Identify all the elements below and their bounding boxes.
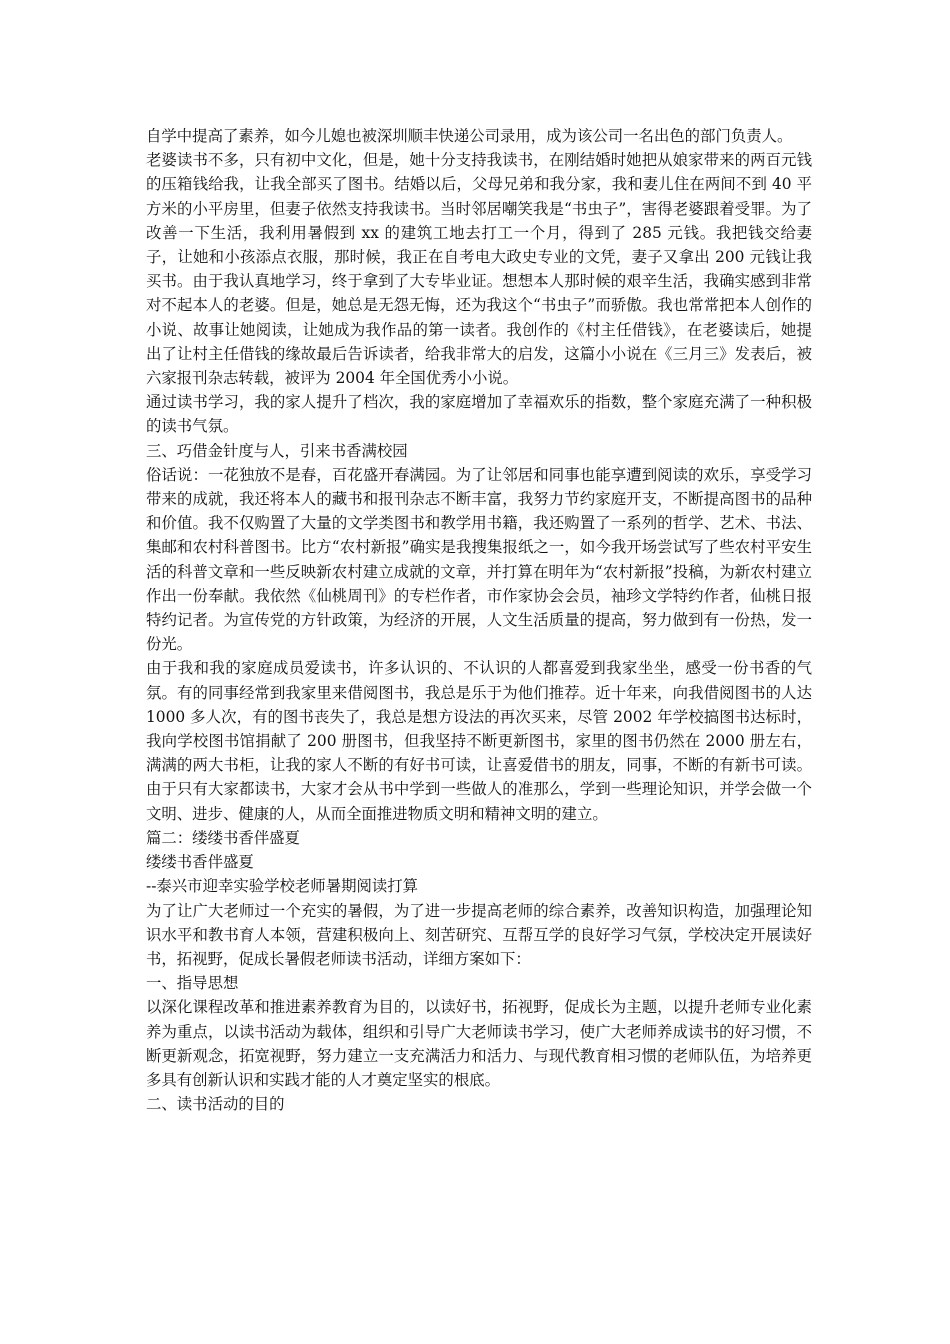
paragraph: 俗话说：一花独放不是春，百花盛开春满园。为了让邻居和同事也能享遭到阅读的欢乐，享受学习带来的成就，我还将本人的藏书和报刊杂志不断丰富，我努力节约家庭开支，不断提高图书的品种和价值。我不仅购置了大量的文学类图书和教学用书籍，我还购置了一系列的哲学、艺术、书法、集邮和农村科普图书。比方“农村新报”确实是我搜集报纸之一，如今我开场尝试写了些农村平安生活的科普文章和一些反映新农村建立成就的文章，并打算在明年为“农村新报”投稿，为新农村建立作出一份奉献。我依然《仙桃周刊》的专栏作者，市作家协会会员，袖珍文学特约作者，仙桃日报特约记者。为宣传党的方针政策，为经济的开展，人文生活质量的提高，努力做到有一份热，发一份光。 (146, 465, 812, 654)
article-title: 缕缕书香伴盛夏 (146, 853, 254, 872)
paragraph: 以深化课程改革和推进素养教育为目的，以读好书，拓视野，促成长为主题，以提升老师专业化素养为重点，以读书活动为载体，组织和引导广大老师读书学习，使广大老师养成读书的好习惯，不断更新观念，拓宽视野，努力建立一支充满活力和活力、与现代教育相习惯的老师队伍，为培养更多具有创新认识和实践才能的人才奠定坚实的根底。 (146, 998, 812, 1089)
article-heading: 篇二：缕缕书香伴盛夏 (146, 828, 300, 847)
paragraph: 通过读书学习，我的家人提升了档次，我的家庭增加了幸福欢乐的指数，整个家庭充满了一种积极的读书气氛。 (146, 393, 812, 436)
section-heading: 一、指导思想 (146, 974, 239, 993)
paragraph: 老婆读书不多，只有初中文化，但是，她十分支持我读书，在刚结婚时她把从娘家带来的两百元钱的压箱钱给我，让我全部买了图书。结婚以后，父母兄弟和我分家，我和妻儿住在两间不到 40 平方米的小平房里，但妻子依然支持我读书。当时邻居嘲笑我是“书虫子”，害得老婆跟着受罪。为了改善一下生活，我利用暑假到 xx 的建筑工地去打工一个月，得到了 285 元钱。我把钱交给妻子，让她和小孩添点衣服，那时候，我正在自考电大政史专业的文凭，妻子又拿出 200 元钱让我买书。由于我认真地学习，终于拿到了大专毕业证。想想本人那时候的艰辛生活，我确实感到非常对不起本人的老婆。但是，她总是无怨无悔，还为我这个“书虫子”而骄傲。我也常常把本人创作的小说、故事让她阅读，让她成为我作品的第一读者。我创作的《村主任借钱》，在老婆读后，她提出了让村主任借钱的缘故最后告诉读者，给我非常大的启发，这篇小小说在《三月三》发表后，被六家报刊杂志转载，被评为 2004 年全国优秀小小说。 (146, 151, 812, 388)
paragraph: 自学中提高了素养，如今儿媳也被深圳顺丰快递公司录用，成为该公司一名出色的部门负责人。 (146, 127, 793, 145)
section-heading: 三、巧借金针度与人，引来书香满校园 (146, 441, 408, 460)
paragraph: 为了让广大老师过一个充实的暑假，为了进一步提高老师的综合素养，改善知识构造，加强理论知识水平和教书育人本领，营建积极向上、刻苦研究、互帮互学的良好学习气氛，学校决定开展读好书，拓视野，促成长暑假老师读书活动，详细方案如下： (146, 901, 812, 968)
paragraph: 由于我和我的家庭成员爱读书，许多认识的、不认识的人都喜爱到我家坐坐，感受一份书香的气氛。有的同事经常到我家里来借阅图书，我总是乐于为他们推荐。近十年来，向我借阅图书的人达 1000 多人次，有的图书丧失了，我总是想方设法的再次买来，尽管 2002 年学校搞图书达标时，我向学校图书馆捐献了 200 册图书，但我坚持不断更新图书，家里的图书仍然在 2000 册左右，满满的两大书柜，让我的家人不断的有好书可读，让喜爱借书的朋友，同事，不断的有新书可读。由于只有大家都读书，大家才会从书中学到一些做人的准那么，学到一些理论知识，并学会做一个文明、进步、健康的人，从而全面推进物质文明和精神文明的建立。 (146, 659, 812, 823)
article-subtitle: --泰兴市迎幸实验学校老师暑期阅读打算 (146, 877, 419, 896)
document-body (146, 124, 812, 1116)
section-heading: 二、读书活动的目的 (146, 1095, 285, 1114)
